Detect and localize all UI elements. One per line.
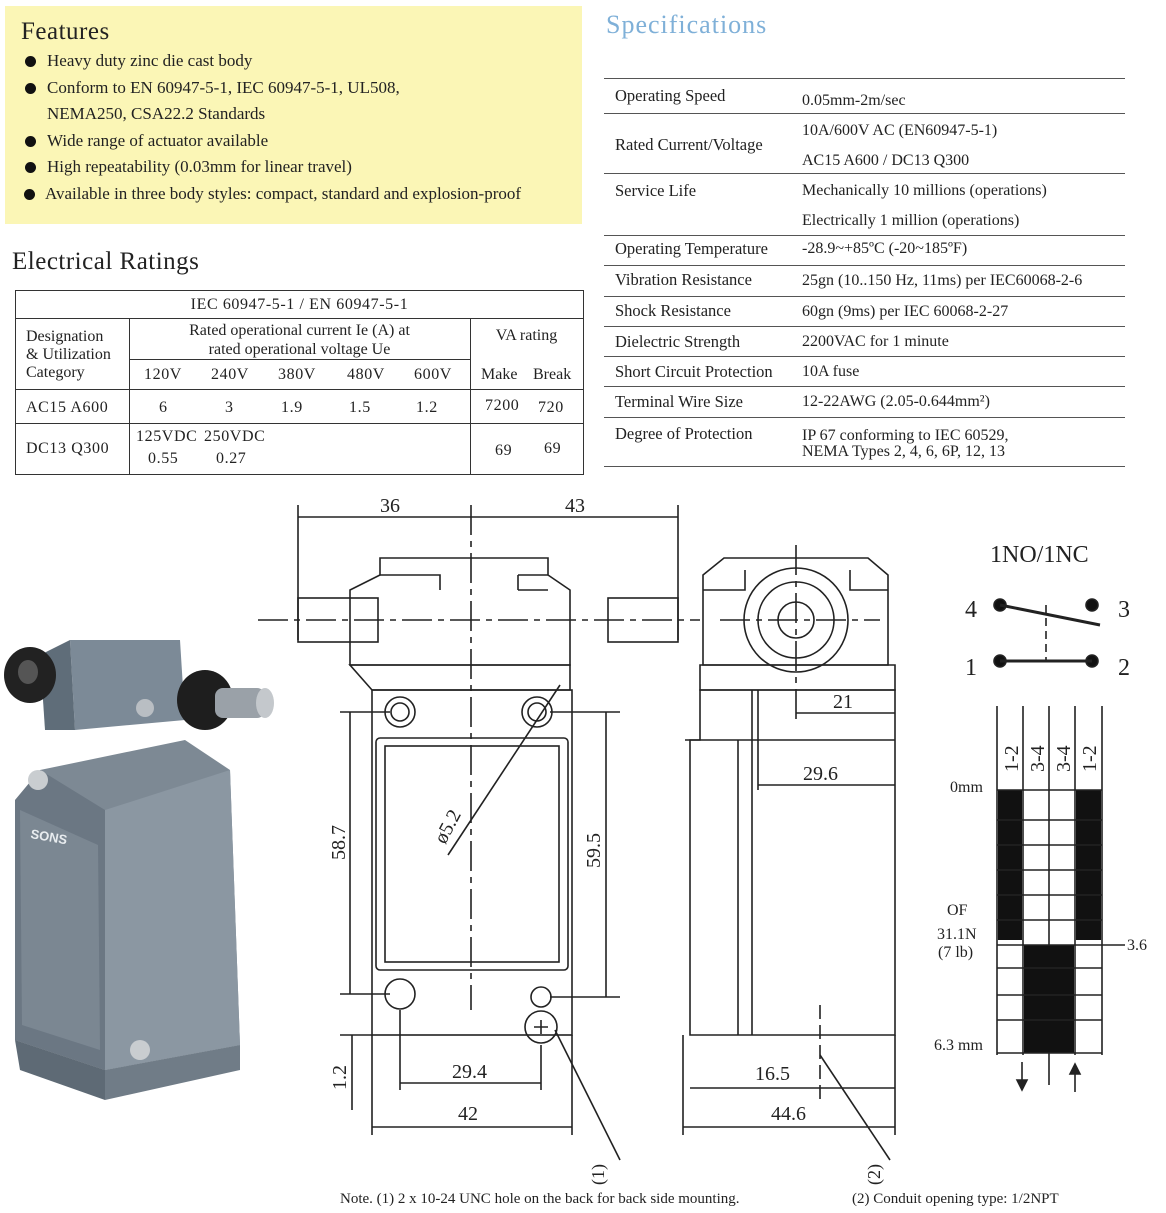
force-label: 31.1N bbox=[937, 926, 977, 943]
side-view bbox=[683, 545, 895, 1185]
spec-value: NEMA Types 2, 4, 6, 6P, 12, 13 bbox=[802, 443, 1006, 460]
dim-1-2: 1.2 bbox=[329, 1065, 351, 1090]
dc13-make: 69 bbox=[495, 442, 513, 459]
spec-row bbox=[604, 386, 1125, 418]
travel-end: 6.3 mm bbox=[934, 1037, 983, 1054]
dc13-voltage: 125VDC bbox=[136, 428, 198, 445]
features-box bbox=[5, 6, 582, 224]
voltage-header: 240V bbox=[211, 366, 249, 383]
spec-label: Operating Temperature bbox=[615, 239, 768, 258]
voltage-header: 480V bbox=[347, 366, 385, 383]
technical-drawing bbox=[0, 480, 1166, 1213]
photo-brand: SONS bbox=[29, 826, 69, 848]
ac15-value: 1.9 bbox=[281, 399, 303, 416]
spec-value: 2200VAC for 1 minute bbox=[802, 333, 949, 350]
dim-phi: ø5.2 bbox=[429, 806, 466, 848]
dc13-voltage: 250VDC bbox=[204, 428, 266, 445]
designation-header: Designation & Utilization Category bbox=[26, 328, 111, 381]
spec-row bbox=[604, 265, 1125, 297]
ac15-value: 1.5 bbox=[349, 399, 371, 416]
spec-row bbox=[604, 356, 1125, 387]
spec-label: Shock Resistance bbox=[615, 301, 731, 320]
contact-title: 1NO/1NC bbox=[990, 542, 1089, 568]
feature-item-continuation: NEMA250, CSA22.2 Standards bbox=[47, 104, 266, 123]
spec-value: 12-22AWG (2.05-0.644mm²) bbox=[802, 393, 990, 410]
spec-label: Short Circuit Protection bbox=[615, 362, 773, 381]
electrical-ratings-title: Electrical Ratings bbox=[12, 248, 200, 275]
spec-row bbox=[604, 417, 1125, 467]
contact-diagram bbox=[934, 542, 1147, 1092]
features-title: Features bbox=[21, 18, 110, 45]
spec-label: Service Life bbox=[615, 181, 697, 200]
electrical-ratings-table bbox=[15, 290, 584, 475]
dc13-current: 0.27 bbox=[216, 450, 247, 467]
spec-value: 25gn (10..150 Hz, 11ms) per IEC60068-2-6 bbox=[802, 272, 1083, 289]
feature-item: Conform to EN 60947-5-1, IEC 60947-5-1, UL508, bbox=[23, 75, 521, 102]
spec-label: Vibration Resistance bbox=[615, 270, 752, 289]
spec-row bbox=[604, 78, 1125, 114]
note-2: (2) Conduit opening type: 1/2NPT bbox=[852, 1191, 1059, 1207]
spec-value: 10A/600V AC (EN60947-5-1) bbox=[802, 122, 998, 139]
ac15-break: 720 bbox=[538, 399, 564, 416]
callout-2: (2) bbox=[864, 1164, 884, 1185]
col-label: 1-2 bbox=[1001, 745, 1023, 772]
spec-label: Rated Current/Voltage bbox=[615, 135, 763, 154]
bullet-icon bbox=[24, 189, 35, 200]
dim-58-7: 58.7 bbox=[328, 825, 350, 860]
travel-point: 3.6 bbox=[1127, 937, 1147, 954]
spec-value: -28.9~+85ºC (-20~185ºF) bbox=[802, 240, 968, 257]
features-list bbox=[23, 48, 521, 207]
dc13-current: 0.55 bbox=[148, 450, 179, 467]
ac15-value: 1.2 bbox=[416, 399, 438, 416]
spec-value: 0.05mm-2m/sec bbox=[802, 92, 906, 109]
spec-value: Mechanically 10 millions (operations) bbox=[802, 182, 1047, 199]
dim-16-5: 16.5 bbox=[755, 1063, 790, 1085]
force-lb-label: (7 lb) bbox=[938, 944, 974, 961]
note-1: Note. (1) 2 x 10-24 UNC hole on the back for back side mounting. bbox=[340, 1191, 740, 1207]
spec-label: Terminal Wire Size bbox=[615, 392, 743, 411]
dim-43: 43 bbox=[565, 495, 585, 517]
break-header: Break bbox=[533, 366, 572, 383]
dc13-category: DC13 Q300 bbox=[26, 440, 110, 457]
dc13-break: 69 bbox=[544, 440, 562, 457]
make-header: Make bbox=[481, 366, 518, 383]
dim-29-6: 29.6 bbox=[803, 763, 838, 785]
ac15-value: 6 bbox=[159, 399, 168, 416]
specifications-title: Specifications bbox=[606, 10, 768, 39]
voltage-header: 600V bbox=[414, 366, 452, 383]
ac15-value: 3 bbox=[225, 399, 234, 416]
ac15-make: 7200 bbox=[485, 397, 520, 414]
dim-29-4: 29.4 bbox=[452, 1061, 487, 1083]
spec-label: Operating Speed bbox=[615, 86, 726, 105]
travel-zero: 0mm bbox=[950, 779, 983, 796]
terminal-4: 4 bbox=[965, 597, 977, 623]
spec-value: IP 67 conforming to IEC 60529, bbox=[802, 427, 1009, 444]
terminal-3: 3 bbox=[1118, 597, 1130, 623]
spec-label: Dielectric Strength bbox=[615, 332, 741, 351]
spec-value: Electrically 1 million (operations) bbox=[802, 212, 1020, 229]
feature-item: Wide range of actuator available bbox=[23, 128, 521, 155]
spec-value: 60gn (9ms) per IEC 60068-2-27 bbox=[802, 303, 1009, 320]
spec-value: 10A fuse bbox=[802, 363, 860, 380]
bullet-icon bbox=[25, 162, 36, 173]
col-label: 1-2 bbox=[1079, 745, 1101, 772]
spec-row bbox=[604, 296, 1125, 327]
col-label: 3-4 bbox=[1027, 745, 1049, 772]
spec-row bbox=[604, 173, 1125, 236]
terminal-2: 2 bbox=[1118, 655, 1130, 681]
spec-row bbox=[604, 326, 1125, 357]
feature-item: High repeatability (0.03mm for linear travel) bbox=[23, 154, 521, 181]
front-view bbox=[258, 495, 700, 1185]
ac15-category: AC15 A600 bbox=[26, 399, 109, 416]
dim-44-6: 44.6 bbox=[771, 1103, 806, 1125]
spec-row bbox=[604, 235, 1125, 266]
voltage-header: 380V bbox=[278, 366, 316, 383]
feature-item: Heavy duty zinc die cast body bbox=[23, 48, 521, 75]
specifications-table bbox=[604, 78, 1125, 468]
bullet-icon bbox=[25, 136, 36, 147]
va-rating-header: VA rating bbox=[495, 327, 558, 344]
feature-item: Available in three body styles: compact, standard and explosion-proof bbox=[23, 181, 521, 208]
spec-label: Degree of Protection bbox=[615, 424, 753, 443]
spec-value: AC15 A600 / DC13 Q300 bbox=[802, 152, 970, 169]
dim-21: 21 bbox=[833, 691, 853, 713]
of-label: OF bbox=[947, 902, 968, 919]
spec-row bbox=[604, 113, 1125, 174]
dim-42: 42 bbox=[458, 1103, 478, 1125]
voltage-header: 120V bbox=[144, 366, 182, 383]
terminal-1: 1 bbox=[965, 655, 977, 681]
bullet-icon bbox=[25, 83, 36, 94]
callout-1: (1) bbox=[588, 1164, 608, 1185]
dim-59-5: 59.5 bbox=[583, 833, 605, 868]
col-label: 3-4 bbox=[1053, 745, 1075, 772]
rated-current-header: Rated operational current Ie (A) at rated operational voltage Ue bbox=[189, 322, 410, 358]
standard-header: IEC 60947-5-1 / EN 60947-5-1 bbox=[190, 296, 409, 313]
dim-36: 36 bbox=[380, 495, 400, 517]
bullet-icon bbox=[25, 56, 36, 67]
